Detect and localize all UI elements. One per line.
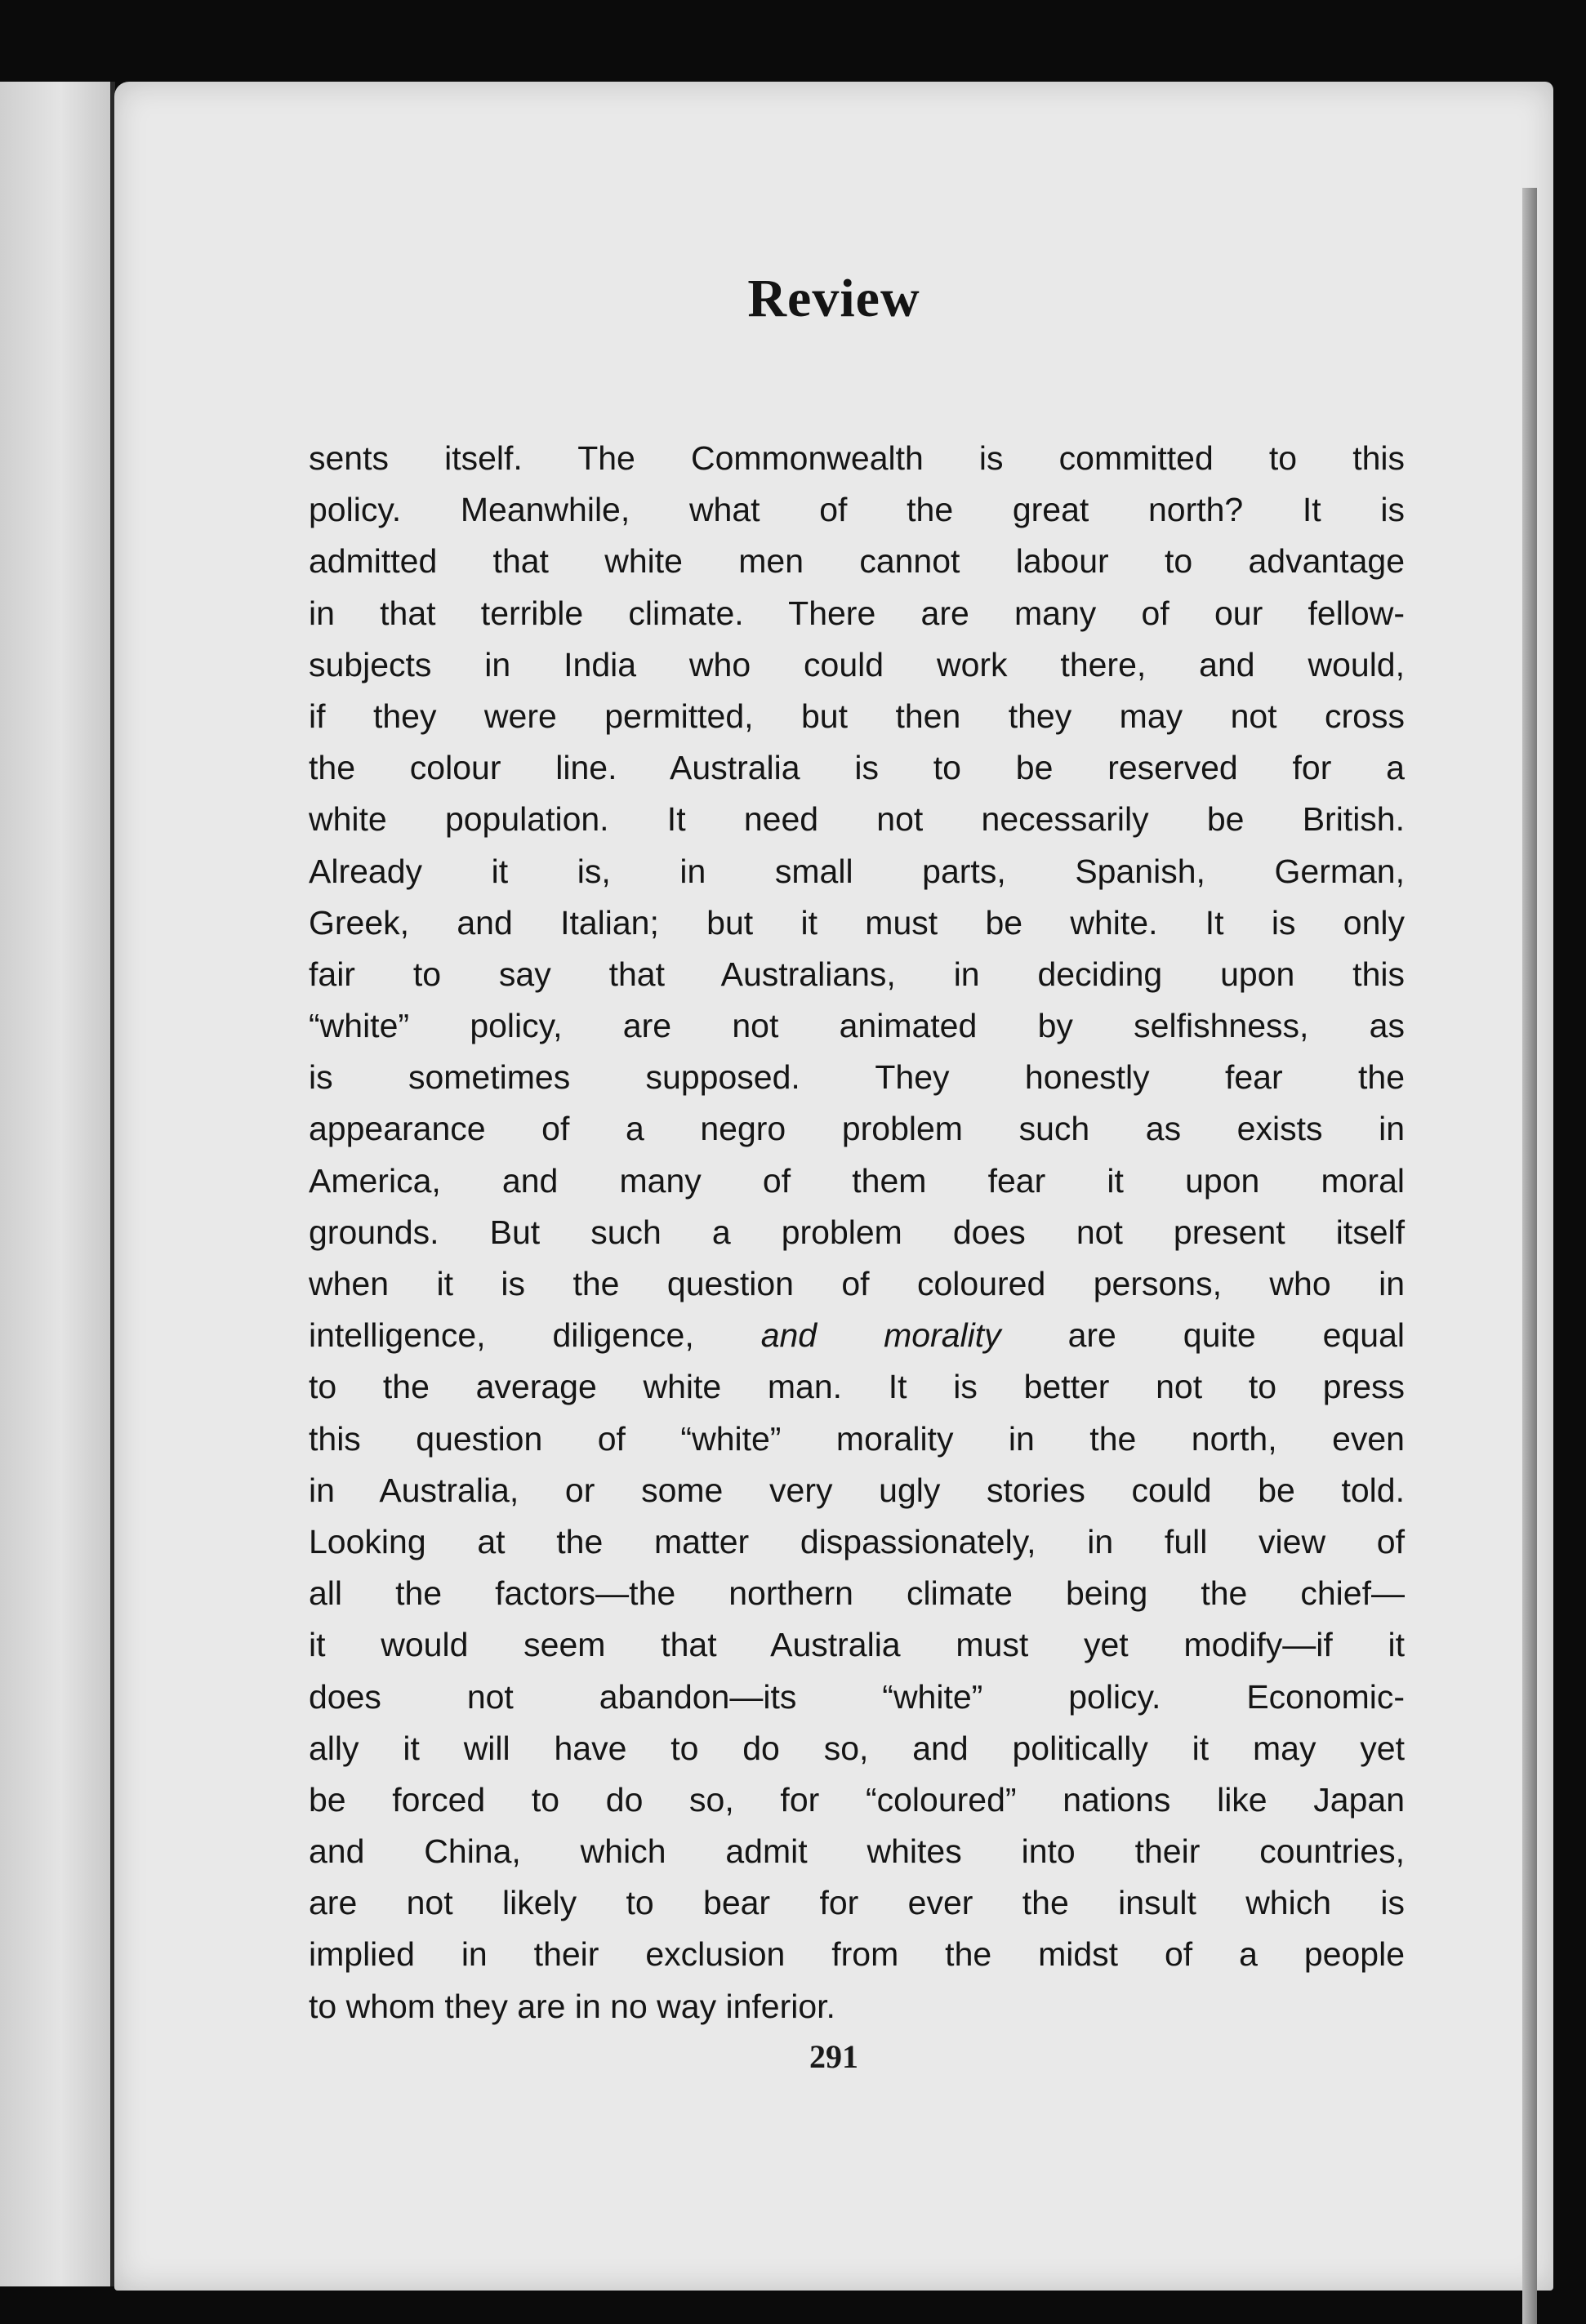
text-line-24: it would seem that Australia must yet modify—if it bbox=[309, 1626, 1405, 1664]
italic-phrase: and morality bbox=[760, 1316, 1001, 1355]
facing-page-edge bbox=[0, 82, 115, 2286]
text-line-18 bbox=[309, 1310, 1405, 1361]
text-line-21: in Australia, or some very ugly stories could be told. bbox=[309, 1471, 1405, 1509]
page-number: 291 bbox=[809, 2038, 858, 2075]
text-line-18-end: are quite equal bbox=[1000, 1316, 1405, 1355]
text-line-4: in that terrible climate. There are many of our fellow- bbox=[309, 594, 1405, 632]
text-line-22: Looking at the matter dispassionately, in full view of bbox=[309, 1522, 1405, 1560]
text-line-30: implied in their exclusion from the midst of a people bbox=[309, 1935, 1405, 1974]
text-line-17: when it is the question of coloured persons, who in bbox=[309, 1265, 1405, 1302]
running-head: Review bbox=[747, 269, 920, 328]
text-line-20: this question of “white” morality in the north, even bbox=[309, 1419, 1405, 1458]
text-line-26: ally it will have to do so, and politically it may yet bbox=[309, 1729, 1405, 1767]
text-line-11: fair to say that Australians, in deciding upon this bbox=[309, 955, 1405, 993]
text-line-23: all the factors—the northern climate being the chief— bbox=[309, 1574, 1405, 1613]
text-line-18-start: intelligence, diligence, bbox=[309, 1316, 761, 1355]
text-line-25: does not abandon—its “white” policy. Economic- bbox=[309, 1677, 1405, 1716]
text-line-9: Already it is, in small parts, Spanish, German, bbox=[309, 852, 1405, 890]
text-line-15: America, and many of them fear it upon moral bbox=[309, 1161, 1405, 1200]
text-line-8: white population. It need not necessarily be British. bbox=[309, 800, 1405, 839]
text-line-16: grounds. But such a problem does not present itself bbox=[309, 1213, 1405, 1251]
text-line-7: the colour line. Australia is to be reserved for a bbox=[309, 749, 1405, 787]
body-text bbox=[309, 433, 1405, 2032]
text-line-2: policy. Meanwhile, what of the great north? It is bbox=[309, 491, 1405, 529]
page-fore-edge bbox=[1522, 188, 1537, 2324]
text-line-3: admitted that white men cannot labour to advantage bbox=[309, 542, 1405, 581]
text-line-29: are not likely to bear for ever the insult which is bbox=[309, 1884, 1405, 1922]
text-line-31: to whom they are in no way inferior. bbox=[309, 1987, 835, 2025]
book-page bbox=[114, 82, 1553, 2291]
text-line-10: Greek, and Italian; but it must be white. It is only bbox=[309, 903, 1405, 942]
text-line-5: subjects in India who could work there, and would, bbox=[309, 645, 1405, 683]
text-line-14: appearance of a negro problem such as exists in bbox=[309, 1110, 1405, 1148]
text-line-13: is sometimes supposed. They honestly fear the bbox=[309, 1058, 1405, 1097]
text-line-28: and China, which admit whites into their countries, bbox=[309, 1832, 1405, 1871]
text-line-12: “white” policy, are not animated by selfishness, as bbox=[309, 1007, 1405, 1045]
text-line-27: be forced to do so, for “coloured” nations like Japan bbox=[309, 1780, 1405, 1819]
text-line-1: sents itself. The Commonwealth is committed to this bbox=[309, 439, 1405, 477]
text-line-19: to the average white man. It is better not to press bbox=[309, 1368, 1405, 1406]
text-line-6: if they were permitted, but then they may not cross bbox=[309, 697, 1405, 735]
